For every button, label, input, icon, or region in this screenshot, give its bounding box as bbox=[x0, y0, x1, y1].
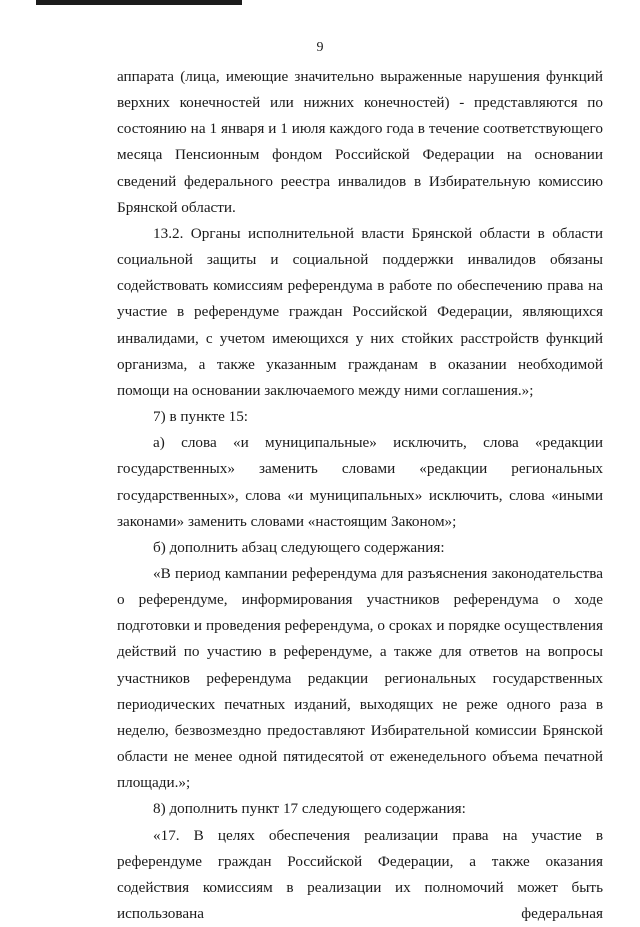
page-number: 9 bbox=[316, 40, 324, 55]
paragraph-13-2: 13.2. Органы исполнительной власти Брянской области в области социальной защиты и социальной поддержки инвалидов обязаны содействовать комиссиям референдума в работе по обеспечению права на участие в референдуме граждан Российской Федерации, являющихся инвалидами, с учетом имеющихся у них стойких расстройств функций организма, а также указанным гражданам в оказании необходимой помощи на основании заключаемого между ними соглашения.»; bbox=[117, 224, 603, 399]
paragraph-item-7a: а) слова «и муниципальные» исключить, слова «редакции государственных» заменить словами «редакции региональных государственных», слова «и муниципальных» исключить, слова «иными законами» заменить словами «настоящим Законом»; bbox=[117, 434, 603, 530]
paragraph-item-17: «17. В целях обеспечения реализации права на участие в референдуме граждан Российской Федерации, а также оказания содействия комиссиям в реализации их полномочий может быть использована федеральная bbox=[117, 826, 603, 922]
paragraph-quoted-addition: «В период кампании референдума для разъяснения законодательства о референдуме, информирования участников референдума о ходе подготовки и проведения референдума, о сроках и порядке осуществления действий по участию в референдуме, а также для ответов на вопросы участников референдума редакции региональных государственных периодических печатных изданий, выходящих не реже одного раза в неделю, безвозмездно предоставляют Избирательной комиссии Брянской области не менее одной пятидесятой от еженедельного объема печатной площади.»; bbox=[117, 564, 603, 792]
scan-artifact-bar bbox=[36, 0, 242, 5]
paragraph-continuation: аппарата (лица, имеющие значительно выраженные нарушения функций верхних конечностей или нижних конечностей) - представляются по состоянию на 1 января и 1 июля каждого года в течение соответствующего месяца Пенсионным фондом Российской Федерации на основании сведений федерального реестра инвалидов в Избирательную комиссию Брянской области. bbox=[117, 68, 603, 216]
paragraph-item-7: 7) в пункте 15: bbox=[153, 408, 249, 426]
paragraph-item-7b: б) дополнить абзац следующего содержания: bbox=[153, 538, 445, 556]
document-body bbox=[117, 64, 603, 927]
paragraph-item-8: 8) дополнить пункт 17 следующего содержания: bbox=[153, 800, 466, 818]
